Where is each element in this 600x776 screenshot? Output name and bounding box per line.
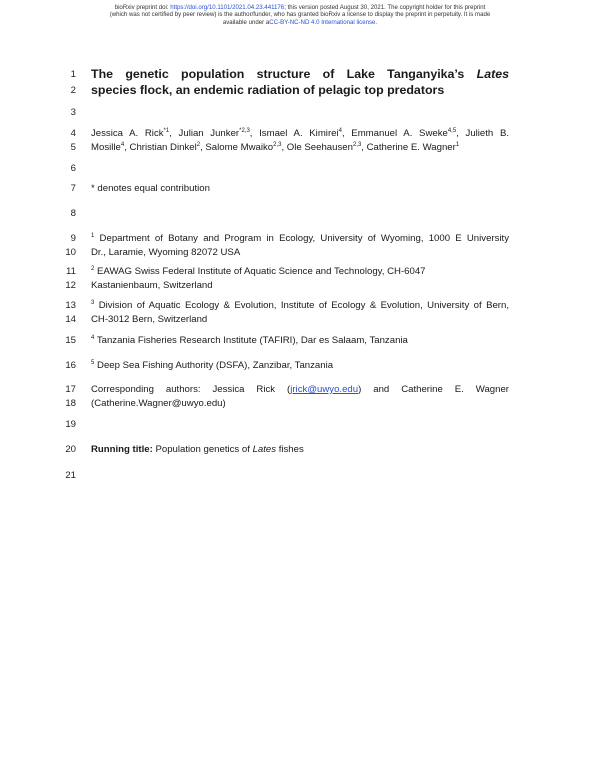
affiliation-3-line-2: CH-3012 Bern, Switzerland <box>91 314 208 325</box>
running-title-text: Population genetics of <box>152 444 253 455</box>
author-sup: 1 <box>455 142 460 148</box>
manuscript-line <box>0 397 600 411</box>
author-sup: 2,3 <box>352 142 362 148</box>
manuscript-line <box>0 106 600 120</box>
line-number: 13 <box>65 300 76 311</box>
affiliation-text: Division of Aquatic Ecology & Evolution, Institute of Ecology & Evolution, University of Bern, <box>94 300 509 311</box>
author-line-1 <box>91 127 509 141</box>
author-name: , Ole Seehausen <box>281 142 353 153</box>
line-number: 21 <box>65 470 76 481</box>
manuscript-line <box>0 443 600 457</box>
line-number: 16 <box>65 360 76 371</box>
author-name: , Emmanuel A. Sweke <box>341 128 448 139</box>
line-number: 14 <box>65 314 76 325</box>
manuscript-line <box>0 141 600 155</box>
manuscript-line <box>0 232 600 246</box>
line-number: 8 <box>70 208 76 219</box>
affiliation-text: EAWAG Swiss Federal Institute of Aquatic Science and Technology, CH-6047 <box>94 266 426 277</box>
email-link[interactable]: jrick@uwyo.edu <box>290 384 359 395</box>
affiliation-text: Department of Botany and Program in Ecology, University of Wyoming, 1000 E University <box>94 233 509 244</box>
author-sup: 4 <box>338 128 342 134</box>
running-title-italic: Lates <box>252 444 277 455</box>
author-sup: *2,3 <box>239 128 250 134</box>
line-number: 7 <box>70 183 76 194</box>
author-name: Mosille <box>91 142 121 153</box>
author-name: , Ismael A. Kimirei <box>249 128 339 139</box>
line-number: 3 <box>70 107 76 118</box>
affiliation-text: Deep Sea Fishing Authority (DSFA), Zanzibar, Tanzania <box>94 360 334 371</box>
manuscript-line <box>0 334 600 348</box>
line-number: 17 <box>65 384 76 395</box>
affiliation-sup: 3 <box>91 300 95 306</box>
header-line-3 <box>0 19 600 26</box>
license-link[interactable]: CC-BY-NC-ND 4.0 International license <box>269 18 376 26</box>
manuscript-line <box>0 207 600 221</box>
author-name: , Christian Dinkel <box>124 142 197 153</box>
manuscript-line <box>0 469 600 483</box>
manuscript-line <box>0 162 600 176</box>
affiliation-2-line-2: Kastanienbaum, Switzerland <box>91 280 213 291</box>
affiliation-sup: 2 <box>91 266 95 272</box>
line-number: 20 <box>65 444 76 455</box>
running-title <box>91 443 509 457</box>
author-name: , Julian Junker <box>169 128 240 139</box>
corresponding-text: Corresponding authors: Jessica Rick ( <box>91 384 291 395</box>
affiliation-5 <box>91 359 509 373</box>
line-number: 5 <box>70 142 76 153</box>
manuscript-line <box>0 279 600 293</box>
author-sup: 2 <box>196 142 201 148</box>
affiliation-sup: 4 <box>91 335 95 341</box>
author-sup: 4 <box>120 142 125 148</box>
affiliation-sup: 5 <box>91 360 95 366</box>
author-name: Jessica A. Rick <box>91 128 164 139</box>
author-name: , Catherine E. Wagner <box>361 142 456 153</box>
header-doi-prefix: bioRxiv preprint doi: <box>114 4 171 11</box>
header-copyright-text: ; this version posted August 30, 2021. The copyright holder for this preprint <box>284 4 486 11</box>
header-license-prefix: available under a <box>222 18 270 26</box>
manuscript-line <box>0 383 600 397</box>
corresponding-text: ) and Catherine E. Wagner <box>358 384 509 395</box>
equal-contribution-note: * denotes equal contribution <box>91 183 210 194</box>
line-number: 18 <box>65 398 76 409</box>
line-number: 19 <box>65 419 76 430</box>
manuscript-line <box>0 313 600 327</box>
manuscript-line <box>0 359 600 373</box>
title-text: The genetic population structure of Lake Tanganyika’s <box>91 67 465 81</box>
author-line-2 <box>91 141 509 155</box>
affiliation-3-line-1 <box>91 299 509 313</box>
affiliation-1-line-1 <box>91 232 509 246</box>
line-number: 11 <box>66 266 76 277</box>
affiliation-text: Tanzania Fisheries Research Institute (TAFIRI), Dar es Salaam, Tanzania <box>94 335 408 346</box>
author-name: , Julieth B. <box>456 128 510 139</box>
doi-link[interactable]: https://doi.org/10.1101/2021.04.23.441176 <box>170 4 285 11</box>
title-line-2: species flock, an endemic radiation of pelagic top predators <box>91 83 445 97</box>
author-sup: 4,5 <box>447 128 457 134</box>
header-line-1 <box>0 4 600 11</box>
author-name: , Salome Mwaiko <box>200 142 274 153</box>
line-number: 15 <box>65 335 76 346</box>
running-title-suffix: fishes <box>276 444 304 455</box>
line-number: 9 <box>70 233 76 244</box>
title-line-1 <box>91 67 509 81</box>
corresponding-line-1 <box>91 383 509 397</box>
affiliation-4 <box>91 334 509 348</box>
affiliation-sup: 1 <box>91 233 95 239</box>
line-number: 6 <box>70 163 76 174</box>
manuscript-line <box>0 418 600 432</box>
manuscript-line <box>0 299 600 313</box>
manuscript-line <box>0 265 600 279</box>
line-number: 1 <box>70 69 76 80</box>
preprint-header <box>0 4 600 26</box>
author-sup: 2,3 <box>273 142 282 148</box>
running-title-label: Running title: <box>91 444 153 455</box>
manuscript-line <box>0 127 600 141</box>
title-italic-genus: Lates <box>476 67 509 81</box>
affiliation-2-line-1 <box>91 265 509 279</box>
line-number: 12 <box>65 280 76 291</box>
manuscript-line <box>0 83 600 97</box>
affiliation-1-line-2: Dr., Laramie, Wyoming 82072 USA <box>91 247 241 258</box>
author-sup: *1 <box>163 128 170 134</box>
corresponding-line-2: (Catherine.Wagner@uwyo.edu) <box>91 398 226 409</box>
header-license-suffix: . <box>375 18 378 26</box>
line-number: 2 <box>70 85 76 96</box>
line-number: 10 <box>65 247 76 258</box>
header-line-2: (which was not certified by peer review) is the author/funder, who has granted bioRxiv a license to display the preprint in perpetuity. It is made <box>109 11 491 19</box>
manuscript-line <box>0 67 600 81</box>
manuscript-line <box>0 246 600 260</box>
manuscript-line <box>0 182 600 196</box>
line-number: 4 <box>70 128 76 139</box>
